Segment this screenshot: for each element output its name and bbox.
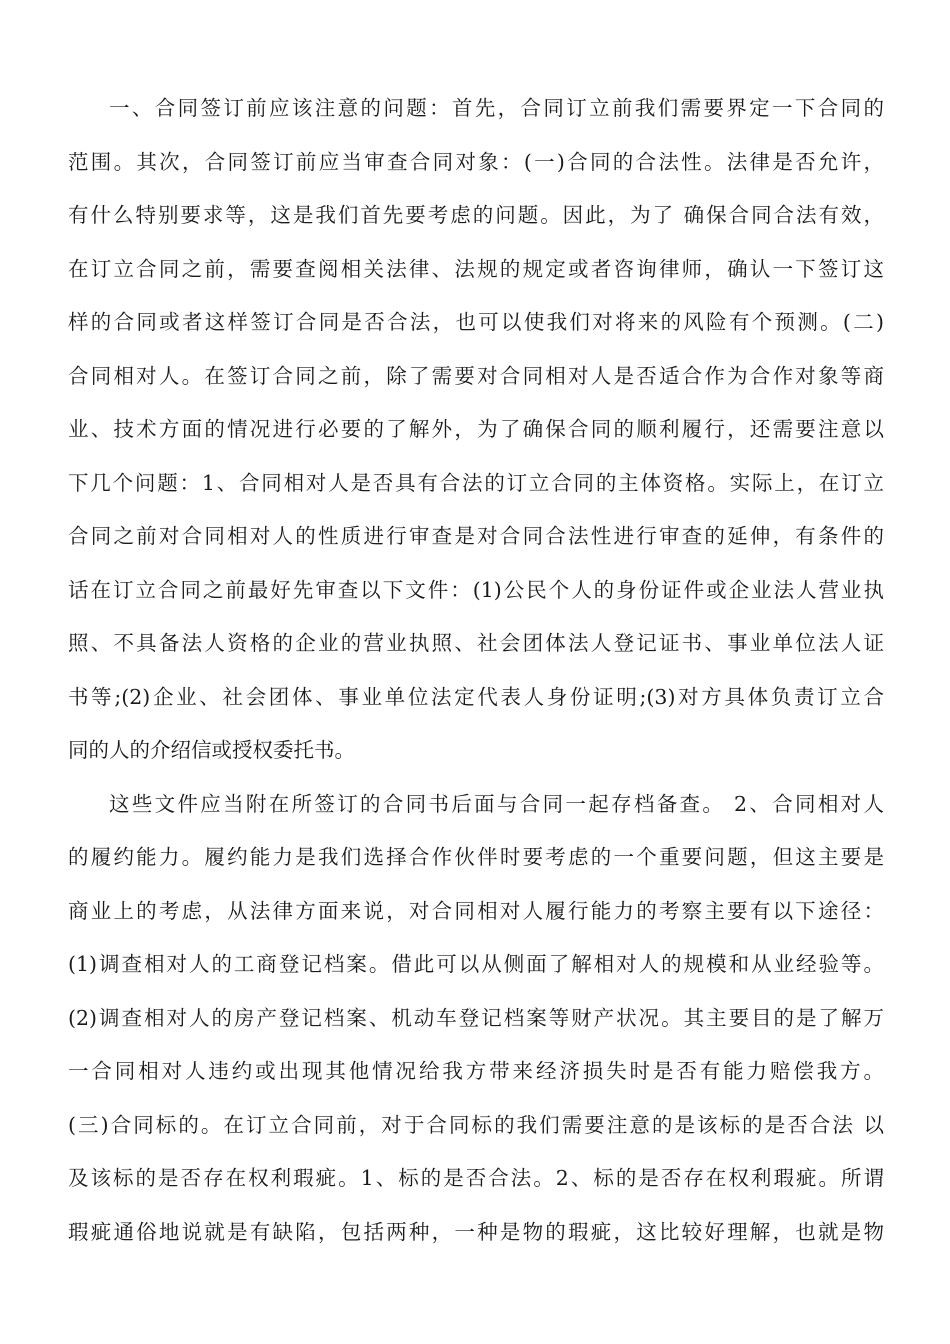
paragraph-line: (2)调查相对人的房产登记档案、机动车登记档案等财产状况。其主要目的是了解万 xyxy=(68,1005,884,1030)
paragraph-line: 书等;(2)企业、社会团体、事业单位法定代表人身份证明;(3)对方具体负责订立合 xyxy=(68,684,884,709)
paragraph-2 xyxy=(68,778,884,1260)
paragraph-line: 同的人的介绍信或授权委托书。 xyxy=(68,738,355,762)
paragraph-line: (三)合同标的。在订立合同前，对于合同标的我们需要注意的是该标的是否合法 以 xyxy=(68,1112,884,1137)
paragraph-line: 下几个问题：1、合同相对人是否具有合法的订立合同的主体资格。实际上，在订立 xyxy=(68,470,884,495)
paragraph-line: 商业上的考虑，从法律方面来说，对合同相对人履行能力的考察主要有以下途径： xyxy=(68,898,884,923)
paragraph-line: 及该标的是否存在权利瑕疵。1、标的是否合法。2、标的是否存在权利瑕疵。所谓 xyxy=(68,1166,884,1190)
paragraph-line: 在订立合同之前，需要查阅相关法律、法规的规定或者咨询律师，确认一下签订这 xyxy=(68,256,884,281)
paragraph-line: 一、合同签订前应该注意的问题：首先，合同订立前我们需要界定一下合同的 xyxy=(109,96,884,120)
paragraph-1 xyxy=(68,82,884,778)
paragraph-line: 的履约能力。履约能力是我们选择合作伙伴时要考虑的一个重要问题，但这主要是 xyxy=(68,845,884,869)
paragraph-line: 合同之前对合同相对人的性质进行审查是对合同合法性进行审查的延伸，有条件的 xyxy=(68,524,884,548)
paragraph-line: 瑕疵通俗地说就是有缺陷，包括两种，一种是物的瑕疵，这比较好理解，也就是物 xyxy=(68,1219,884,1244)
paragraph-line: 话在订立合同之前最好先审查以下文件：(1)公民个人的身份证件或企业法人营业执 xyxy=(68,577,884,602)
paragraph-line: 一合同相对人违约或出现其他情况给我方带来经济损失时是否有能力赔偿我方。 xyxy=(68,1059,884,1083)
paragraph-line: 合同相对人。在签订合同之前，除了需要对合同相对人是否适合作为合作对象等商 xyxy=(68,363,884,388)
paragraph-line: 有什么特别要求等，这是我们首先要考虑的问题。因此，为了 确保合同合法有效， xyxy=(68,203,884,227)
document-page xyxy=(68,82,884,1259)
paragraph-line: (1)调查相对人的工商登记档案。借此可以从侧面了解相对人的规模和从业经验等。 xyxy=(68,952,884,976)
paragraph-line: 范围。其次，合同签订前应当审查合同对象：(一)合同的合法性。法律是否允许， xyxy=(68,149,884,174)
paragraph-line: 样的合同或者这样签订合同是否合法，也可以使我们对将来的风险有个预测。(二) xyxy=(68,310,884,334)
paragraph-line: 这些文件应当附在所签订的合同书后面与合同一起存档备查。 2、合同相对人 xyxy=(109,791,884,816)
paragraph-line: 业、技术方面的情况进行必要的了解外，为了确保合同的顺利履行，还需要注意以 xyxy=(68,417,884,441)
paragraph-line: 照、不具备法人资格的企业的营业执照、社会团体法人登记证书、事业单位法人证 xyxy=(68,631,884,655)
